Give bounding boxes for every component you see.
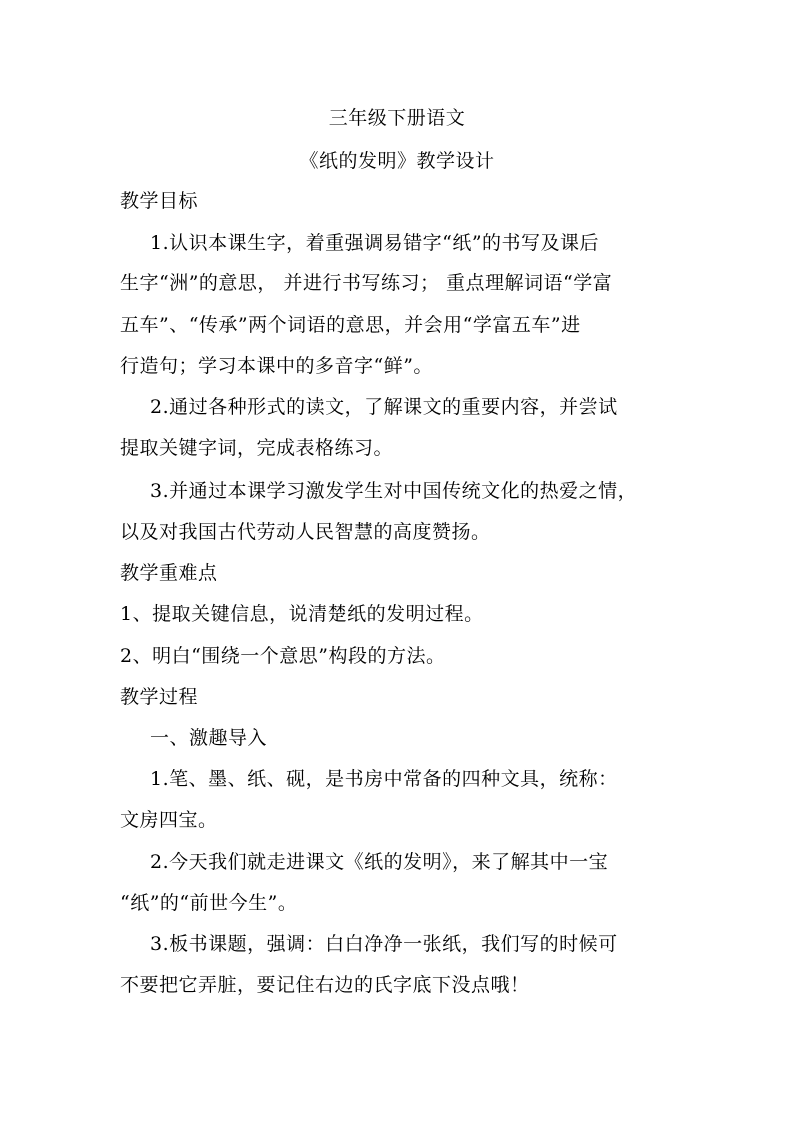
doc-subtitle: 《纸的发明》教学设计 <box>299 150 495 172</box>
objective-line: 2.通过各种形式的读文，了解课文的重要内容，并尝试 <box>150 396 618 418</box>
doc-title: 三年级下册语文 <box>328 107 466 129</box>
process-line: 2.今天我们就走进课文《纸的发明》，来了解其中一宝 <box>150 851 609 873</box>
process-subheading: 一、激趣导入 <box>150 727 268 749</box>
objective-line: 提取关键字词，完成表格练习。 <box>120 437 394 459</box>
objective-line: 五车”、“传承”两个词语的意思，并会用“学富五车”进 <box>120 314 581 336</box>
objective-line: 行造句；学习本课中的多音字“鲜”。 <box>120 355 433 377</box>
objective-line: 生字“洲”的意思， 并进行书写练习； 重点理解词语“学富 <box>120 272 613 294</box>
section-heading-key-points: 教学重难点 <box>120 562 218 584</box>
process-line: 不要把它弄脏，要记住右边的氏字底下没点哦！ <box>120 974 530 996</box>
process-line: “纸”的“前世今生”。 <box>120 892 298 914</box>
objective-line: 3.并通过本课学习激发学生对中国传统文化的热爱之情， <box>150 480 638 502</box>
process-line: 1.笔、墨、纸、砚，是书房中常备的四种文具，统称： <box>150 768 618 790</box>
key-point-line: 1、提取关键信息，说清楚纸的发明过程。 <box>120 603 484 625</box>
objective-line: 1.认识本课生字，着重强调易错字“纸”的书写及课后 <box>150 232 600 254</box>
section-heading-process: 教学过程 <box>120 686 199 708</box>
process-line: 3.板书课题，强调：白白净净一张纸，我们写的时候可 <box>150 933 618 955</box>
process-line: 文房四宝。 <box>120 809 218 831</box>
key-point-line: 2、明白“围绕一个意思”构段的方法。 <box>120 645 446 667</box>
objective-line: 以及对我国古代劳动人民智慧的高度赞扬。 <box>120 521 491 543</box>
section-heading-objectives: 教学目标 <box>120 190 199 212</box>
